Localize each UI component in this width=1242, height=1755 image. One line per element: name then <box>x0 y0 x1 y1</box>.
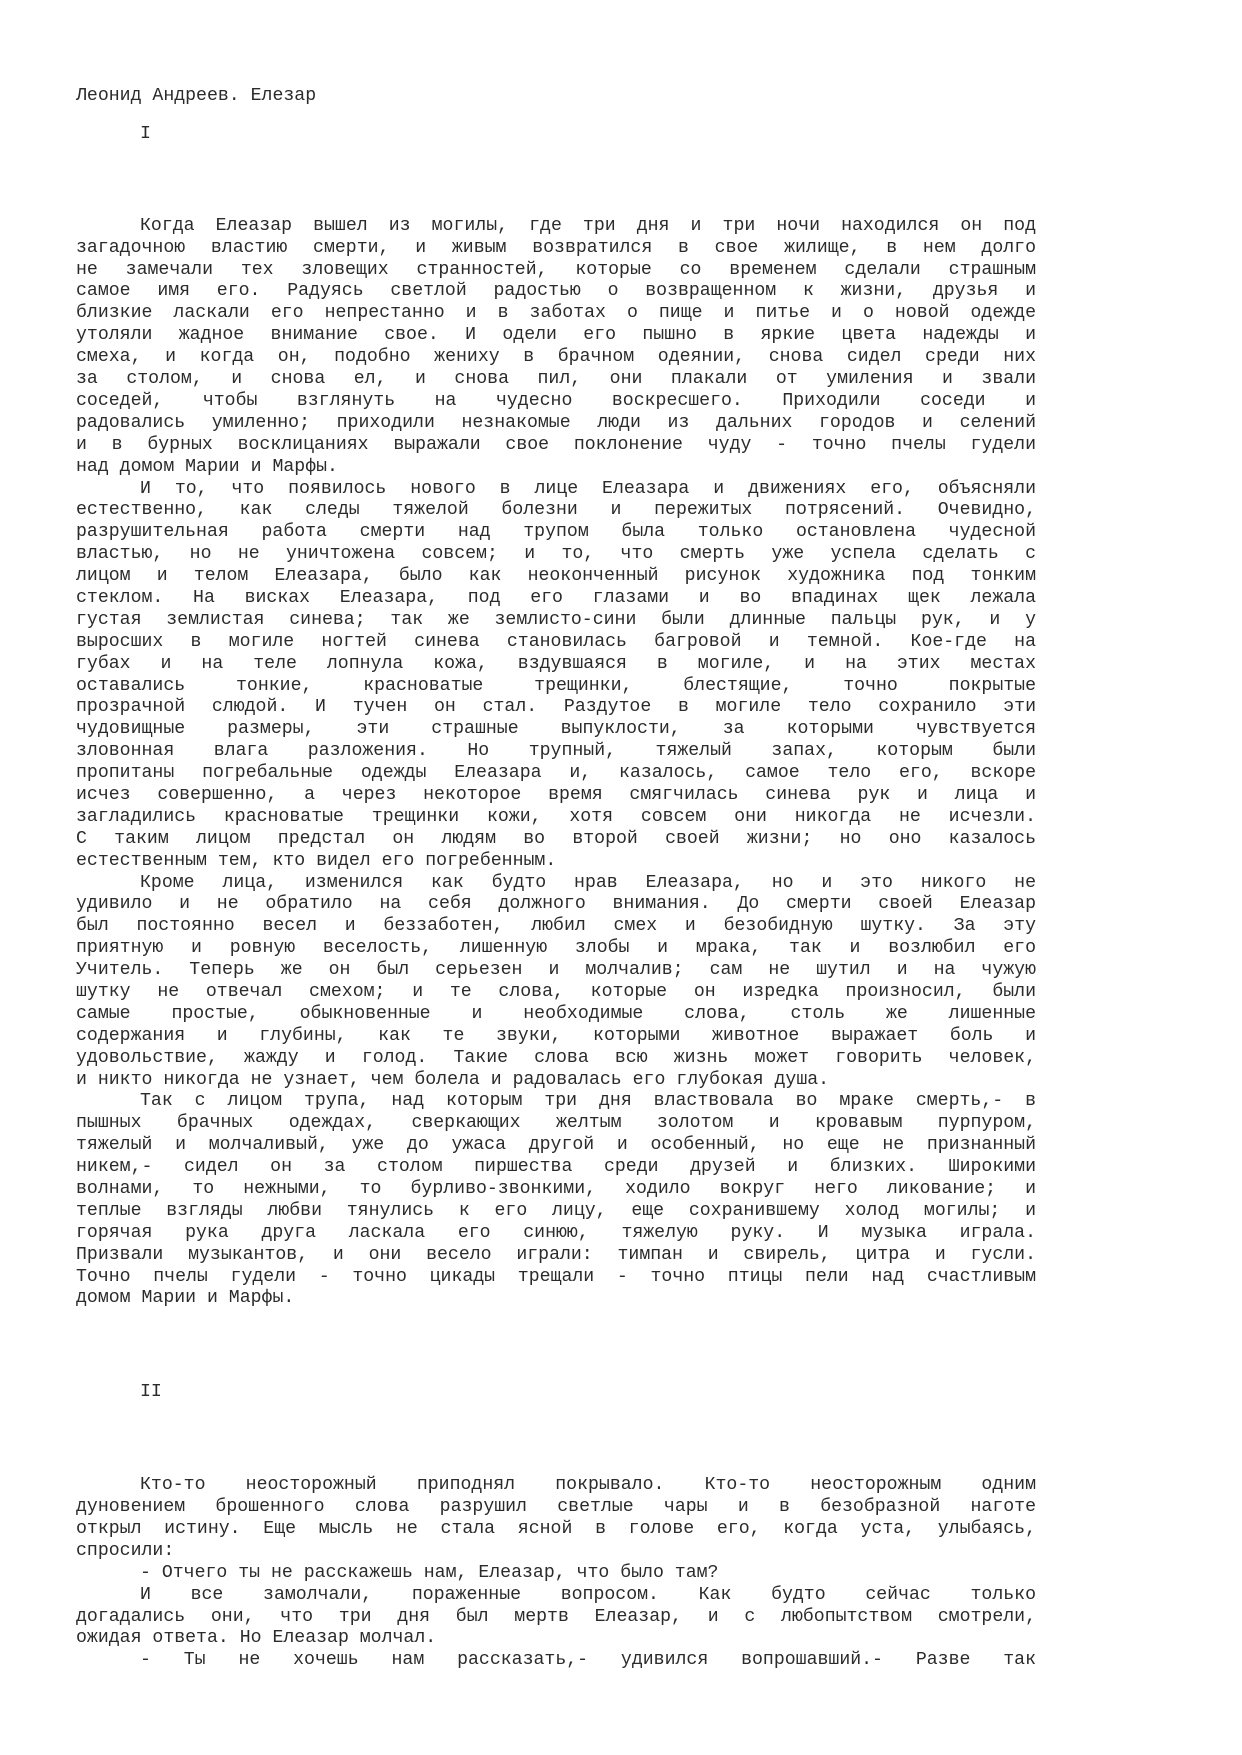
text-line: губах и на теле лопнула кожа, вздувшаяся в могиле, и на этих местах <box>76 653 1036 674</box>
text-line: Кроме лица, изменился как будто нрав Елеазара, но и это никого не <box>140 872 1036 893</box>
text-line: пропитаны погребальные одежды Елеазара и, казалось, самое тело его, вскоре <box>76 763 1036 784</box>
text-line: смеха, и когда он, подобно жениху в брачном одеянии, снова сидел среди них <box>76 347 1036 368</box>
text-line: - Отчего ты не расскажешь нам, Елеазар, что было там? <box>140 1562 719 1583</box>
text-line: и в бурных восклицаниях выражали свое поклонение чуду - точно пчелы гудели <box>76 434 1036 455</box>
text-line: догадались они, что три дня был мертв Елеазар, и с любопытством смотрели, <box>76 1606 1036 1627</box>
chapter-2-text <box>76 1475 1036 1672</box>
text-line: домом Марии и Марфы. <box>76 1288 295 1309</box>
text-line: пышных брачных одеждах, сверкающих желтым золотом и кровавым пурпуром, <box>76 1113 1036 1134</box>
text-line: естественно, как следы тяжелой болезни и пережитых потрясений. Очевидно, <box>76 500 1036 521</box>
text-line: самые простые, обыкновенные и необходимые слова, столь же лишенные <box>76 1003 1036 1024</box>
text-line: С таким лицом предстал он людям во второй своей жизни; но оно казалось <box>76 828 1036 849</box>
text-line: Учитель. Теперь же он был серьезен и молчалив; сам не шутил и на чужую <box>76 960 1036 981</box>
text-line: оставались тонкие, красноватые трещинки, блестящие, точно покрытые <box>76 675 1036 696</box>
text-line: над домом Марии и Марфы. <box>76 456 338 477</box>
text-line: И то, что появилось нового в лице Елеазара и движениях его, объясняли <box>140 478 1036 499</box>
text-line: густая землистая синева; так же землисто-сини были длинные пальцы рук, и у <box>76 609 1036 630</box>
text-line: Когда Елеазар вышел из могилы, где три дня и три ночи находился он под <box>140 215 1036 236</box>
text-line: исчез совершенно, а через некоторое время смягчилась синева рук и лица и <box>76 784 1036 805</box>
chapter-1-text <box>76 216 1036 1311</box>
chapter-heading-2: II <box>140 1382 162 1403</box>
text-line: прозрачной слюдой. И тучен он стал. Раздутое в могиле тело сохранило эти <box>76 697 1036 718</box>
text-line: дуновением брошенного слова разрушил светлые чары и в безобразной наготе <box>76 1497 1036 1518</box>
text-line: шутку не отвечал смехом; и те слова, которые он изредка произносил, были <box>76 981 1036 1002</box>
document-page <box>76 86 1036 1672</box>
text-line: никем,- сидел он за столом пиршества среди друзей и близких. Широкими <box>76 1157 1036 1178</box>
text-line: загладились красноватые трещинки кожи, хотя совсем они никогда не исчезли. <box>76 806 1036 827</box>
text-line: Так с лицом трупа, над которым три дня властвовала во мраке смерть,- в <box>140 1091 1036 1112</box>
text-line: загадочною властию смерти, и живым возвратился в свое жилище, в нем долго <box>76 237 1036 258</box>
text-line: тяжелый и молчаливый, уже до ужаса другой и особенный, но еще не признанный <box>76 1135 1036 1156</box>
text-line: волнами, то нежными, то бурливо-звонкими, ходило вокруг него ликование; и <box>76 1179 1036 1199</box>
text-line: - Ты не хочешь нам рассказать,- удивился вопрошавший.- Разве так <box>140 1650 1036 1671</box>
text-line: и никто никогда не узнает, чем болела и радовалась его глубокая душа. <box>76 1069 830 1090</box>
text-line: теплые взгляды любви тянулись к его лицу, еще сохранившему холод могилы; и <box>76 1200 1036 1221</box>
text-line: И все замолчали, пораженные вопросом. Как будто сейчас только <box>140 1584 1036 1605</box>
document-title: Леонид Андреев. Елезар <box>76 86 317 106</box>
text-line: зловонная влага разложения. Но трупный, тяжелый запах, которым были <box>76 741 1036 762</box>
text-line: радовались умиленно; приходили незнакомые люди из дальних городов и селений <box>76 412 1036 433</box>
text-line: соседей, чтобы взглянуть на чудесно воскресшего. Приходили соседи и <box>76 390 1036 411</box>
text-line: самое имя его. Радуясь светлой радостью о возвращенном к жизни, друзья и <box>76 281 1036 302</box>
text-line: Призвали музыкантов, и они весело играли: тимпан и свирель, цитра и гусли. <box>76 1244 1036 1265</box>
text-line: горячая рука друга ласкала его синюю, тяжелую руку. И музыка играла. <box>76 1222 1036 1243</box>
text-line: ожидая ответа. Но Елеазар молчал. <box>76 1628 437 1649</box>
text-line: открыл истину. Еще мысль не стала ясной в голове его, когда уста, улыбаясь, <box>76 1519 1036 1540</box>
text-line: приятную и ровную веселость, лишенную злобы и мрака, так и возлюбил его <box>76 938 1036 959</box>
text-line: содержания и глубины, как те звуки, которыми животное выражает боль и <box>76 1025 1036 1046</box>
text-line: утоляли жадное внимание свое. И одели его пышно в яркие цвета надежды и <box>76 325 1036 346</box>
text-line: чудовищные размеры, эти страшные выпуклости, за которыми чувствуется <box>76 719 1036 740</box>
text-line: Точно пчелы гудели - точно цикады трещали - точно птицы пели над счастливым <box>76 1266 1036 1287</box>
text-line: властью, но не уничтожена совсем; и то, что смерть уже успела сделать с <box>76 544 1036 565</box>
text-line: разрушительная работа смерти над трупом была только остановлена чудесной <box>76 522 1036 543</box>
text-line: стеклом. На висках Елеазара, под его глазами и во впадинах щек лежала <box>76 587 1036 608</box>
text-line: лицом и телом Елеазара, было как неоконченный рисунок художника под тонким <box>76 566 1036 587</box>
text-line: спросили: <box>76 1540 175 1561</box>
text-line: удовольствие, жажду и голод. Такие слова всю жизнь может говорить человек, <box>76 1047 1036 1068</box>
text-line: выросших в могиле ногтей синева становилась багровой и темной. Кое-где на <box>76 631 1036 652</box>
text-line: Кто-то неосторожный приподнял покрывало. Кто-то неосторожным одним <box>140 1475 1036 1496</box>
chapter-heading-1: I <box>140 123 151 144</box>
text-line: не замечали тех зловещих странностей, которые со временем сделали страшным <box>76 259 1036 280</box>
text-line: за столом, и снова ел, и снова пил, они плакали от умиления и звали <box>76 369 1036 390</box>
text-line: естественным тем, кто видел его погребенным. <box>76 850 557 871</box>
text-line: удивило и не обратило на себя должного внимания. До смерти своей Елеазар <box>76 894 1036 915</box>
text-line: был постоянно весел и беззаботен, любил смех и безобидную шутку. За эту <box>76 916 1036 937</box>
text-line: близкие ласкали его непрестанно и в заботах о пище и питье и о новой одежде <box>76 303 1036 324</box>
